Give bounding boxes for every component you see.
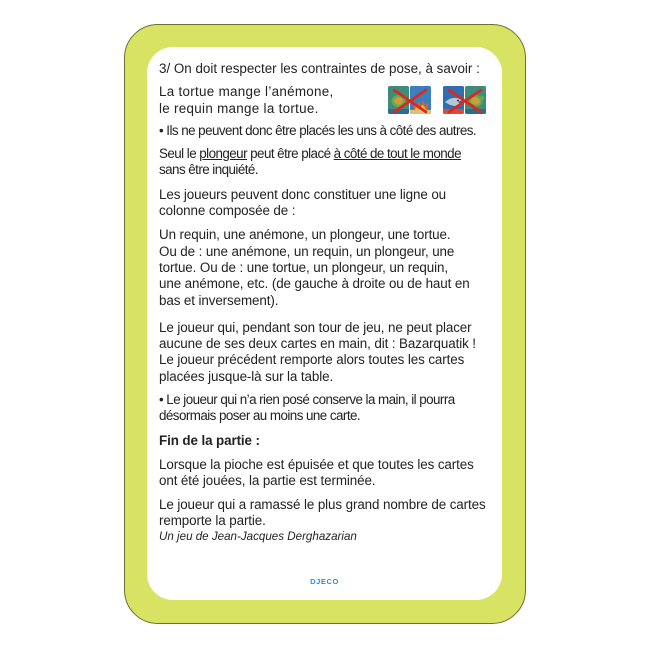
line-intro-1: Les joueurs peuvent donc constituer une ligne ou	[159, 186, 447, 202]
rule-card-frame	[124, 24, 526, 624]
turtle-card-icon	[465, 86, 486, 114]
rule-card-content	[147, 47, 502, 600]
bazarquatik-paragraph	[159, 320, 490, 385]
diver-underlined: à côté de tout le monde	[333, 146, 461, 162]
end-1: Lorsque la pioche est épuisée et que toutes les cartes	[159, 456, 474, 472]
shark-turtle-pair	[443, 86, 486, 114]
constraint-text	[159, 84, 334, 117]
example-2: Ou de : une anémone, un requin, un plongeur, une	[159, 243, 455, 259]
end-2: ont été jouées, la partie est terminée.	[159, 473, 376, 489]
rule-3-text: 3/ On doit respecter les contraintes de pose, à savoir :	[159, 61, 480, 76]
winner-2: remporte la partie.	[159, 512, 266, 528]
winner-1: Le joueur qui a ramassé le plus grand nombre de cartes	[159, 496, 486, 512]
constraint-line-1: La tortue mange l’anémone,	[159, 84, 334, 100]
bullet-2-line-1: • Le joueur qui n’a rien posé conserve la main, il pourra	[159, 392, 455, 408]
diver-paragraph	[159, 146, 490, 179]
examples-paragraph	[159, 227, 490, 308]
diver-word: plongeur	[199, 146, 247, 162]
line-intro	[159, 187, 490, 220]
constraint-row	[159, 84, 490, 117]
bazar-2: aucune de ses deux cartes en main, dit : Bazarquatik !	[159, 336, 476, 352]
shark-card-icon	[443, 86, 464, 114]
end-title: Fin de la partie :	[159, 432, 260, 448]
end-paragraph	[159, 457, 490, 490]
bazar-4: placées jusque-là sur la table.	[159, 368, 334, 384]
diver-mid: peut être placé	[246, 146, 334, 162]
anemone-card-icon	[410, 86, 431, 114]
forbidden-pairs	[388, 86, 486, 114]
example-3: tortue. Ou de : une tortue, un plongeur, un requin,	[159, 259, 448, 275]
line-intro-2: colonne composée de :	[159, 203, 296, 219]
example-4: une anémone, etc. (de gauche à droite ou de haut en	[159, 276, 470, 292]
constraint-line-2: le requin mange la tortue.	[159, 100, 319, 116]
example-1: Un requin, une anémone, un plongeur, une tortue.	[159, 227, 451, 243]
winner-paragraph	[159, 497, 490, 530]
bullet-2-line-2: désormais poser au moins une carte.	[159, 408, 361, 424]
bullet-2	[159, 392, 490, 425]
diver-post: sans être inquiété.	[159, 162, 258, 178]
brand-logo: DJECO	[310, 577, 339, 586]
diver-pre: Seul le	[159, 146, 200, 162]
turtle-anemone-pair	[388, 86, 431, 114]
example-5: bas et inversement).	[159, 292, 279, 308]
bazar-1: Le joueur qui, pendant son tour de jeu, ne peut placer	[159, 319, 472, 335]
turtle-card-icon	[388, 86, 409, 114]
bazar-3: Le joueur précédent remporte alors toutes les cartes	[159, 352, 465, 368]
game-credit: Un jeu de Jean-Jacques Derghazarian	[159, 530, 357, 544]
bullet-1: • Ils ne peuvent donc être placés les uns à côté des autres.	[159, 122, 477, 138]
